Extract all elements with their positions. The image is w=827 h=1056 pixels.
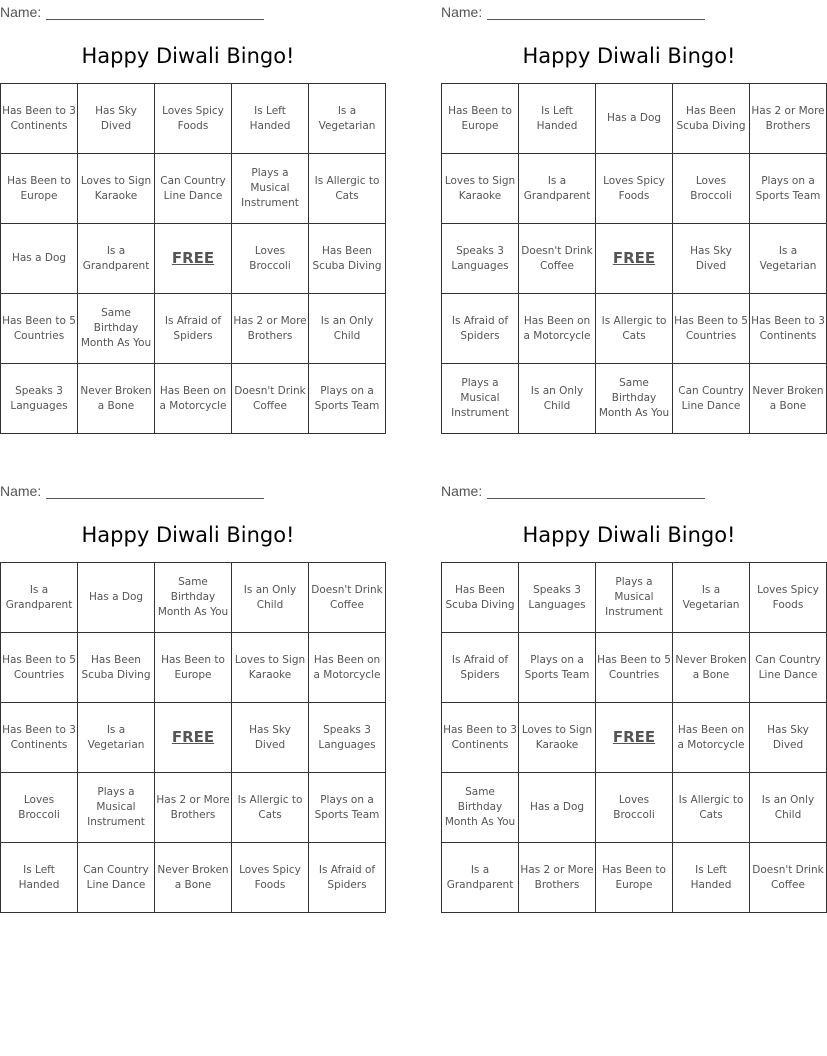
- name-field: [441, 2, 705, 20]
- bingo-cell: Same Birthday Month As You: [442, 773, 519, 843]
- bingo-cell: Never Broken a Bone: [750, 364, 827, 434]
- free-space: FREE: [155, 224, 232, 294]
- bingo-cell: Has Been on a Motorcycle: [309, 633, 386, 703]
- bingo-cell: Doesn't Drink Coffee: [309, 563, 386, 633]
- bingo-cell: Never Broken a Bone: [673, 633, 750, 703]
- bingo-cell: Has Been to 3 Continents: [442, 703, 519, 773]
- bingo-row: [1, 773, 386, 843]
- bingo-row: [1, 364, 386, 434]
- bingo-cell: Can Country Line Dance: [750, 633, 827, 703]
- bingo-cell: Has Sky Dived: [232, 703, 309, 773]
- bingo-row: [442, 563, 827, 633]
- bingo-cell: Has Sky Dived: [750, 703, 827, 773]
- card-title: Happy Diwali Bingo!: [81, 44, 295, 68]
- bingo-row: [442, 84, 827, 154]
- bingo-cell: Is Left Handed: [519, 84, 596, 154]
- card-title: Happy Diwali Bingo!: [522, 44, 736, 68]
- bingo-cell: Has 2 or More Brothers: [232, 294, 309, 364]
- bingo-cell: Loves to Sign Karaoke: [519, 703, 596, 773]
- bingo-cell: Never Broken a Bone: [155, 843, 232, 913]
- name-label: Name:: [441, 483, 483, 499]
- bingo-cell: Is a Vegetarian: [78, 703, 155, 773]
- bingo-cell: Loves Broccoli: [232, 224, 309, 294]
- bingo-cell: Plays a Musical Instrument: [596, 563, 673, 633]
- bingo-row: [442, 633, 827, 703]
- bingo-cell: Is Left Handed: [1, 843, 78, 913]
- name-field: [0, 481, 264, 499]
- bingo-cell: Has Been to Europe: [596, 843, 673, 913]
- bingo-cell: Is Allergic to Cats: [673, 773, 750, 843]
- bingo-cell: Plays on a Sports Team: [519, 633, 596, 703]
- bingo-cell: Speaks 3 Languages: [309, 703, 386, 773]
- bingo-cell: Plays on a Sports Team: [750, 154, 827, 224]
- free-space: FREE: [596, 224, 673, 294]
- bingo-row: [1, 84, 386, 154]
- bingo-cell: Has a Dog: [1, 224, 78, 294]
- name-label: Name:: [0, 4, 42, 20]
- bingo-cell: Has Been to 5 Countries: [1, 633, 78, 703]
- bingo-cell: Is Afraid of Spiders: [309, 843, 386, 913]
- bingo-row: [442, 224, 827, 294]
- bingo-grid: [441, 83, 827, 434]
- bingo-cell: Is Afraid of Spiders: [442, 633, 519, 703]
- card-title: Happy Diwali Bingo!: [81, 523, 295, 547]
- bingo-cell: Is Left Handed: [232, 84, 309, 154]
- bingo-cell: Has Been to Europe: [442, 84, 519, 154]
- bingo-grid: [0, 83, 386, 434]
- bingo-cell: Plays a Musical Instrument: [232, 154, 309, 224]
- bingo-cell: Is a Grandparent: [519, 154, 596, 224]
- name-blank-line: [46, 5, 264, 20]
- name-blank-line: [487, 484, 705, 499]
- free-space: FREE: [155, 703, 232, 773]
- bingo-row: [1, 843, 386, 913]
- bingo-cell: Is an Only Child: [232, 563, 309, 633]
- bingo-cell: Plays a Musical Instrument: [78, 773, 155, 843]
- name-label: Name:: [0, 483, 42, 499]
- bingo-cell: Plays on a Sports Team: [309, 773, 386, 843]
- bingo-cell: Doesn't Drink Coffee: [519, 224, 596, 294]
- bingo-cell: Loves to Sign Karaoke: [78, 154, 155, 224]
- bingo-cell: Doesn't Drink Coffee: [750, 843, 827, 913]
- bingo-cell: Same Birthday Month As You: [596, 364, 673, 434]
- bingo-cell: Is Allergic to Cats: [596, 294, 673, 364]
- bingo-cell: Is a Grandparent: [1, 563, 78, 633]
- bingo-cell: Has Been to 5 Countries: [673, 294, 750, 364]
- bingo-cell: Speaks 3 Languages: [1, 364, 78, 434]
- bingo-row: [442, 294, 827, 364]
- bingo-cell: Has 2 or More Brothers: [155, 773, 232, 843]
- bingo-cell: Loves Broccoli: [673, 154, 750, 224]
- bingo-row: [442, 843, 827, 913]
- bingo-cell: Is a Grandparent: [442, 843, 519, 913]
- name-label: Name:: [441, 4, 483, 20]
- bingo-cell: Has Been on a Motorcycle: [155, 364, 232, 434]
- bingo-row: [1, 294, 386, 364]
- bingo-row: [1, 563, 386, 633]
- bingo-row: [1, 703, 386, 773]
- bingo-cell: Loves Spicy Foods: [596, 154, 673, 224]
- bingo-cell: Is an Only Child: [309, 294, 386, 364]
- bingo-cell: Loves Broccoli: [596, 773, 673, 843]
- bingo-cell: Speaks 3 Languages: [519, 563, 596, 633]
- bingo-cell: Doesn't Drink Coffee: [232, 364, 309, 434]
- name-blank-line: [487, 5, 705, 20]
- bingo-cell: Loves Spicy Foods: [750, 563, 827, 633]
- bingo-row: [1, 633, 386, 703]
- bingo-cell: Has a Dog: [596, 84, 673, 154]
- bingo-row: [442, 364, 827, 434]
- bingo-cell: Loves to Sign Karaoke: [442, 154, 519, 224]
- bingo-cell: Loves to Sign Karaoke: [232, 633, 309, 703]
- bingo-cell: Is Allergic to Cats: [232, 773, 309, 843]
- name-blank-line: [46, 484, 264, 499]
- bingo-cell: Has Been on a Motorcycle: [673, 703, 750, 773]
- bingo-cell: Is a Vegetarian: [673, 563, 750, 633]
- bingo-row: [1, 224, 386, 294]
- bingo-cell: Is a Vegetarian: [750, 224, 827, 294]
- bingo-cell: Is a Grandparent: [78, 224, 155, 294]
- bingo-cell: Speaks 3 Languages: [442, 224, 519, 294]
- bingo-cell: Plays a Musical Instrument: [442, 364, 519, 434]
- bingo-cell: Has Been Scuba Diving: [442, 563, 519, 633]
- bingo-cell: Has Been to Europe: [1, 154, 78, 224]
- bingo-cell: Is an Only Child: [519, 364, 596, 434]
- bingo-cell: Has Been Scuba Diving: [673, 84, 750, 154]
- bingo-cell: Never Broken a Bone: [78, 364, 155, 434]
- bingo-cell: Same Birthday Month As You: [78, 294, 155, 364]
- bingo-cell: Can Country Line Dance: [673, 364, 750, 434]
- bingo-cell: Plays on a Sports Team: [309, 364, 386, 434]
- bingo-cell: Is Afraid of Spiders: [155, 294, 232, 364]
- bingo-cell: Has Been to 5 Countries: [1, 294, 78, 364]
- bingo-cell: Is an Only Child: [750, 773, 827, 843]
- bingo-cell: Has 2 or More Brothers: [750, 84, 827, 154]
- card-title: Happy Diwali Bingo!: [522, 523, 736, 547]
- bingo-cell: Loves Spicy Foods: [232, 843, 309, 913]
- bingo-cell: Has a Dog: [519, 773, 596, 843]
- bingo-row: [442, 154, 827, 224]
- free-space: FREE: [596, 703, 673, 773]
- bingo-cell: Is Afraid of Spiders: [442, 294, 519, 364]
- bingo-cell: Has Sky Dived: [78, 84, 155, 154]
- bingo-cell: Same Birthday Month As You: [155, 563, 232, 633]
- bingo-cell: Can Country Line Dance: [155, 154, 232, 224]
- bingo-cell: Loves Spicy Foods: [155, 84, 232, 154]
- bingo-cell: Is Left Handed: [673, 843, 750, 913]
- bingo-row: [442, 703, 827, 773]
- bingo-row: [1, 154, 386, 224]
- bingo-cell: Has Been Scuba Diving: [78, 633, 155, 703]
- bingo-cell: Has Been to 3 Continents: [1, 84, 78, 154]
- bingo-cell: Has 2 or More Brothers: [519, 843, 596, 913]
- bingo-cell: Loves Broccoli: [1, 773, 78, 843]
- bingo-cell: Has Been to 3 Continents: [750, 294, 827, 364]
- name-field: [441, 481, 705, 499]
- bingo-cell: Is Allergic to Cats: [309, 154, 386, 224]
- bingo-grid: [0, 562, 386, 913]
- bingo-row: [442, 773, 827, 843]
- bingo-cell: Is a Vegetarian: [309, 84, 386, 154]
- bingo-cell: Has Been Scuba Diving: [309, 224, 386, 294]
- bingo-cell: Has Been to 3 Continents: [1, 703, 78, 773]
- bingo-grid: [441, 562, 827, 913]
- bingo-cell: Has Sky Dived: [673, 224, 750, 294]
- bingo-cell: Has a Dog: [78, 563, 155, 633]
- bingo-cell: Can Country Line Dance: [78, 843, 155, 913]
- bingo-cell: Has Been on a Motorcycle: [519, 294, 596, 364]
- bingo-cell: Has Been to 5 Countries: [596, 633, 673, 703]
- bingo-cell: Has Been to Europe: [155, 633, 232, 703]
- name-field: [0, 2, 264, 20]
